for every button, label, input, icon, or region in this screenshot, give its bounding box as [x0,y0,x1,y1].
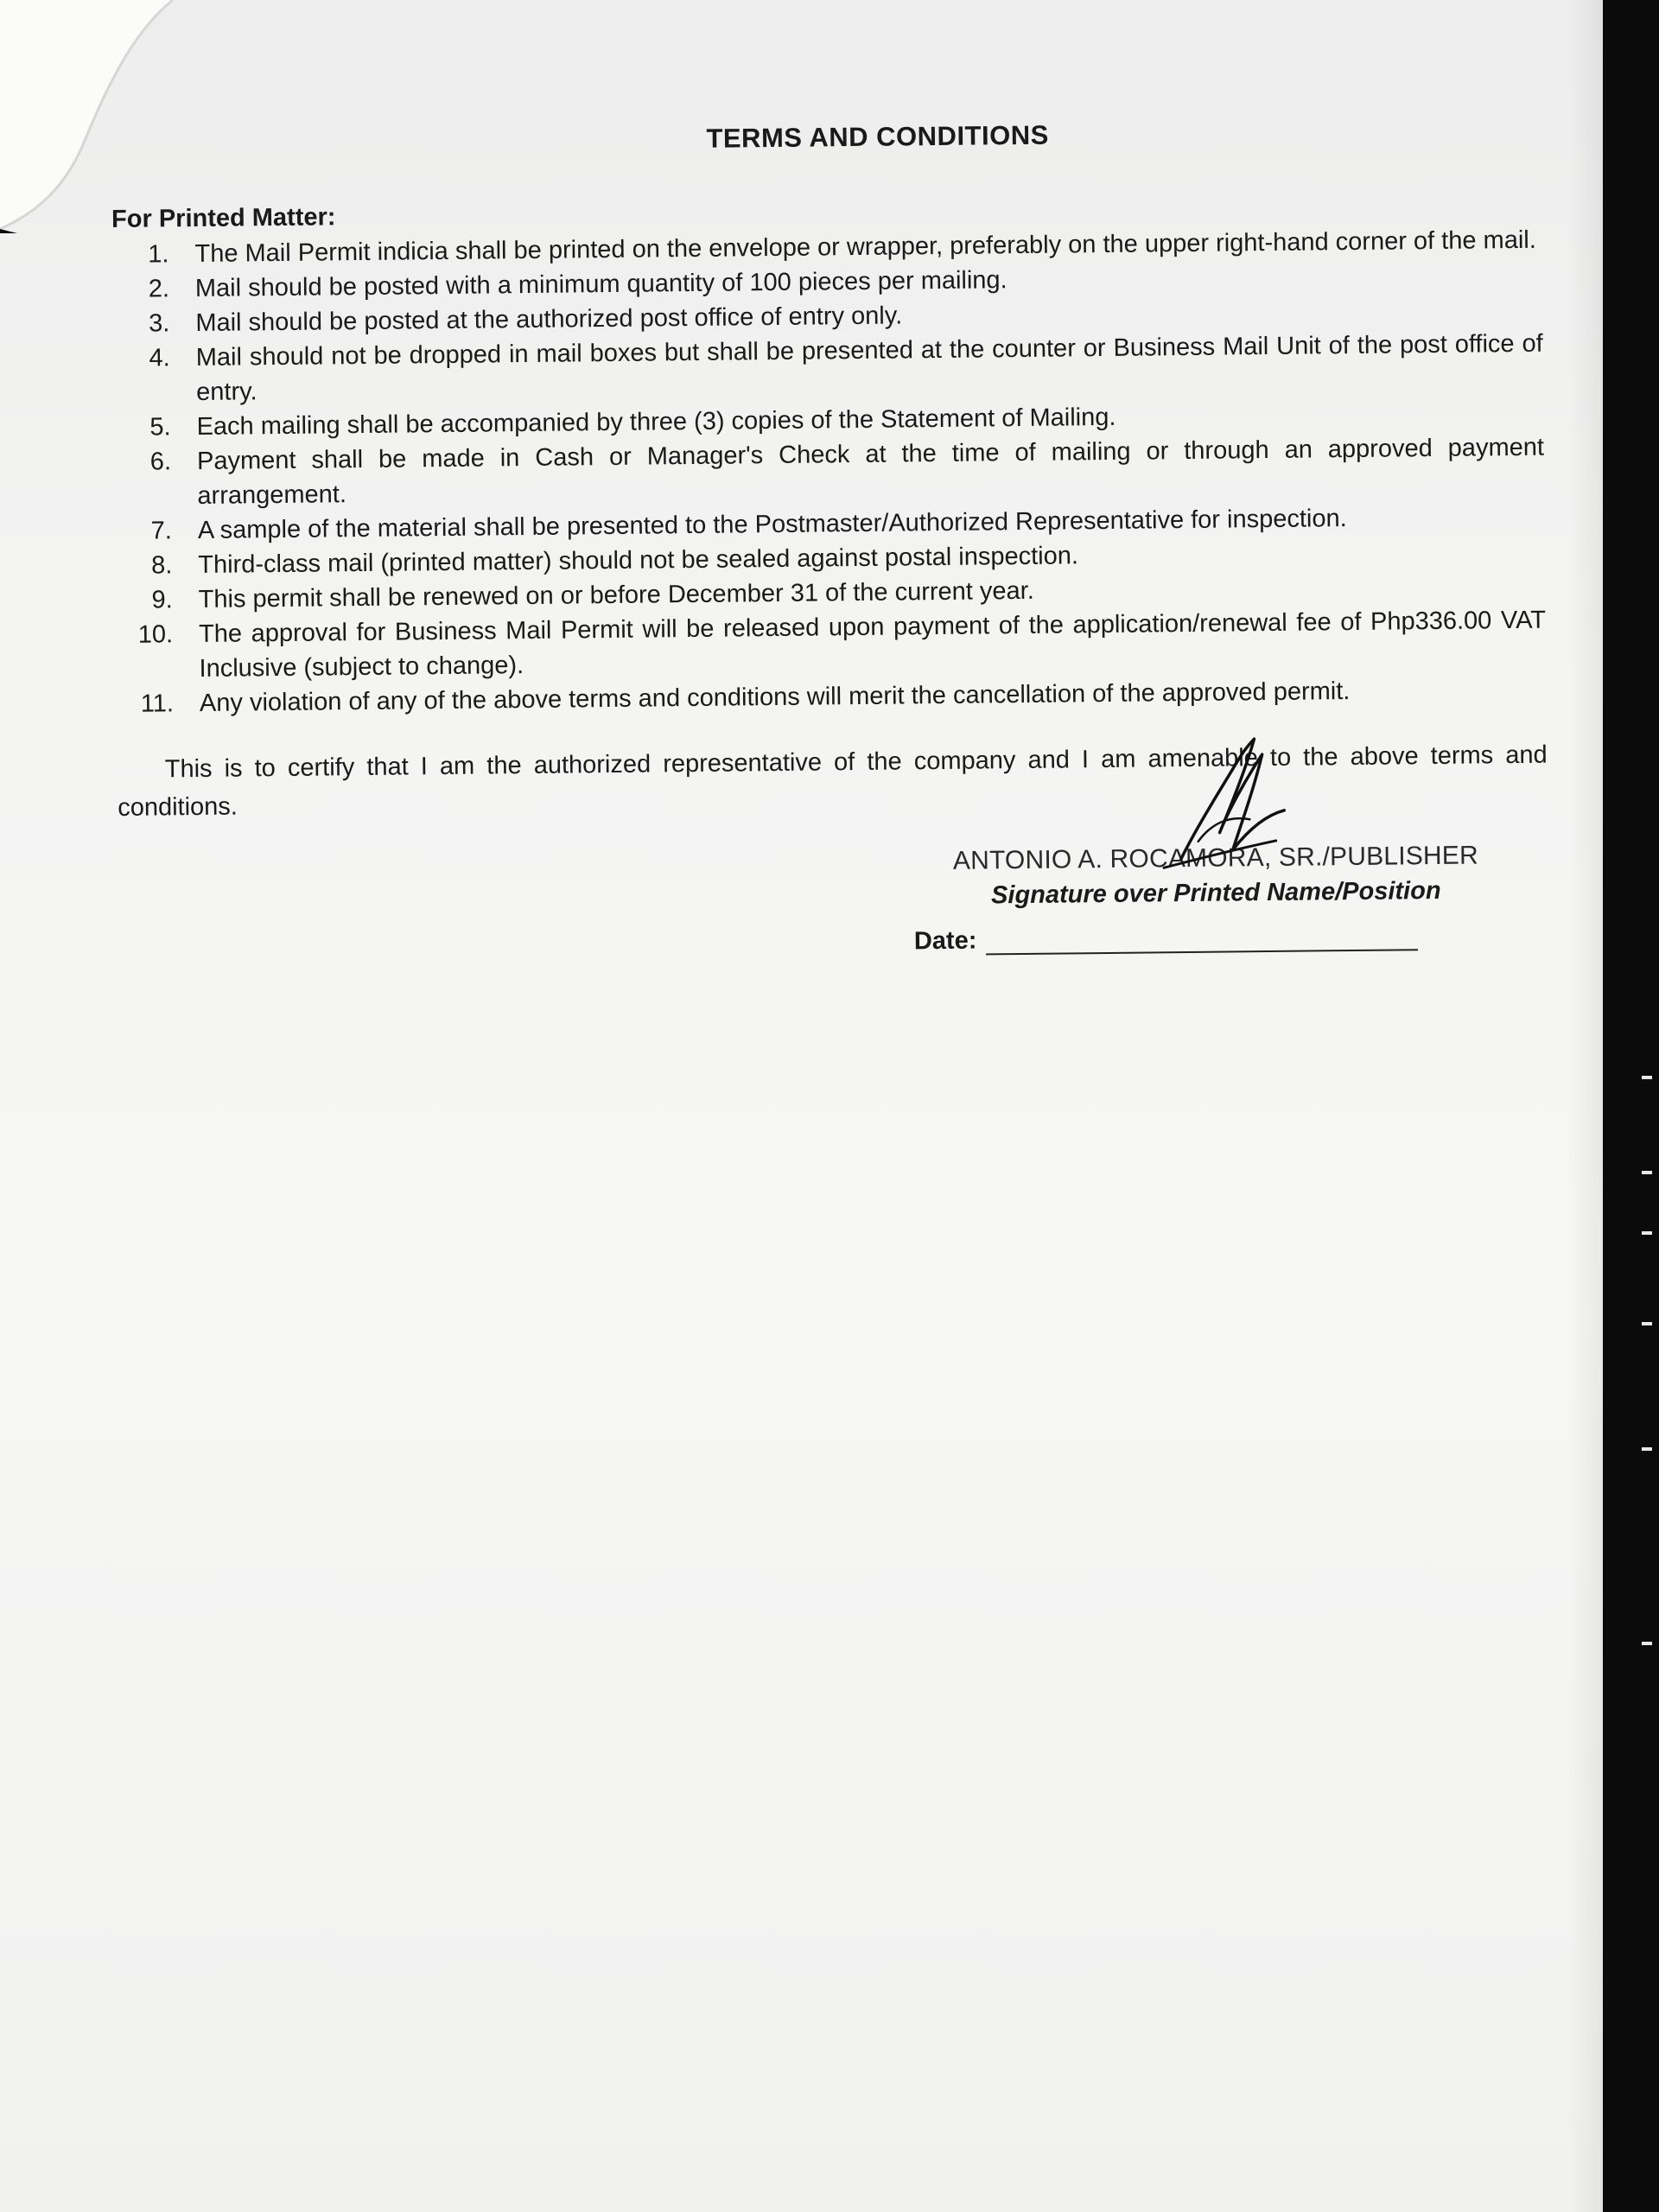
term-text: A sample of the material shall be presented to the Postmaster/Authorized Representative for inspection. [197,505,1347,544]
edge-speck [1642,1642,1652,1645]
edge-speck [1642,1231,1652,1235]
term-text: The approval for Business Mail Permit will be released upon payment of the application/renewal fee of Php336.00 VAT Inclusive (subject to change). [198,606,1547,683]
term-text: Payment shall be made in Cash or Manager's Check at the time of mailing or through an approved payment arrangement. [196,433,1545,510]
edge-speck [1642,1322,1652,1325]
term-number: 10. [137,620,174,649]
signatory-printed-name: ANTONIO A. ROCAMORA, SR./PUBLISHER [952,841,1479,875]
term-number: 11. [140,690,175,718]
term-text: Mail should not be dropped in mail boxes but shall be presented at the counter or Business Mail Unit of the post office of entry. [195,329,1543,406]
term-number: 7. [150,517,173,545]
term-number: 6. [149,448,172,476]
section-heading: For Printed Matter: [111,203,336,233]
term-number: 4. [149,344,170,372]
term-text: Third-class mail (printed matter) should not be sealed against postal inspection. [198,542,1079,579]
date-field[interactable] [985,925,1417,955]
term-text: The Mail Permit indicia shall be printed on the envelope or wrapper, preferably on the upper right-hand corner of the mail. [194,226,1536,268]
term-text: Any violation of any of the above terms and conditions will merit the cancellation of the approved permit. [199,677,1351,717]
date-label: Date: [913,926,977,956]
term-text: Mail should be posted at the authorized post office of entry only. [195,302,903,337]
date-row [914,921,1493,956]
term-text: This permit shall be renewed on or before December 31 of the current year. [198,576,1034,613]
signature-caption: Signature over Printed Name/Position [990,876,1441,910]
term-number: 1. [148,240,169,269]
term-number: 2. [148,275,170,303]
paper-shadow [1568,0,1603,2212]
document-content [111,115,1549,964]
certification-statement: This is to certify that I am the authorized representative of the company and I am amenable to the above terms and conditions. [118,741,1548,822]
edge-speck [1642,1171,1652,1174]
handwritten-signature [1145,728,1294,877]
term-text: Mail should be posted with a minimum quantity of 100 pieces per mailing. [194,266,1007,302]
term-number: 3. [148,309,170,338]
term-number: 5. [149,413,171,442]
terms-list [111,223,1547,721]
signature-block [913,838,1493,956]
term-number: 8. [150,551,173,580]
document-title: TERMS AND CONDITIONS [706,119,1049,154]
edge-speck [1642,1076,1652,1079]
term-number: 9. [151,586,173,614]
edge-speck [1642,1447,1652,1451]
term-text: Each mailing shall be accompanied by three (3) copies of the Statement of Mailing. [196,403,1116,441]
